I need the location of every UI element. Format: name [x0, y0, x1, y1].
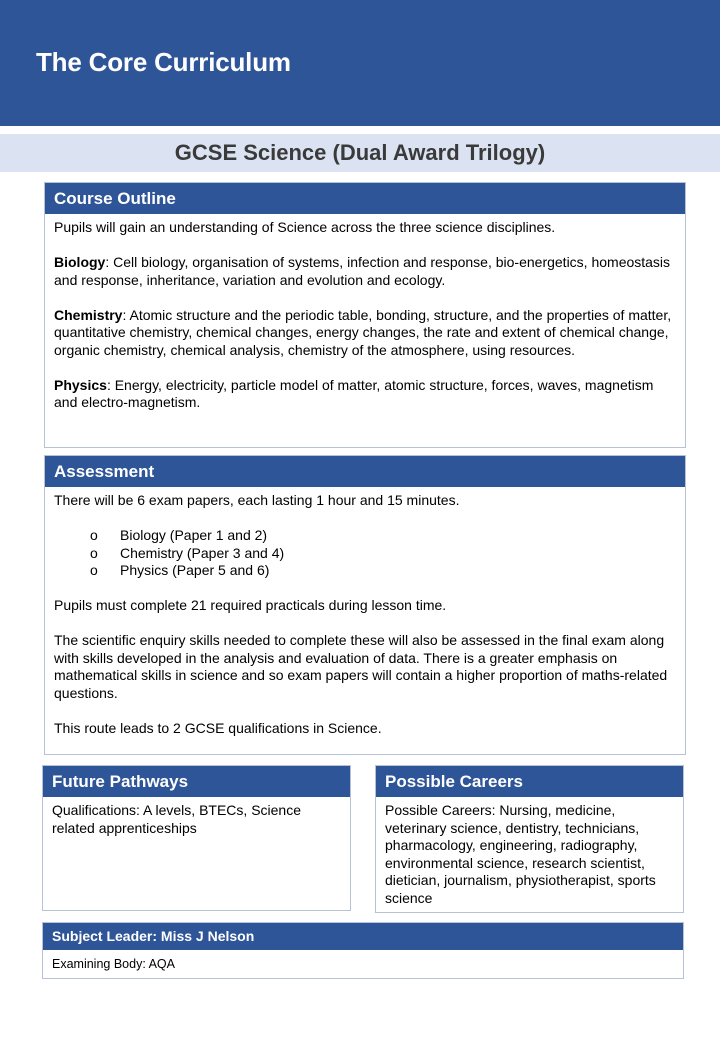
course-outline-section [44, 182, 686, 448]
practicals-text: Pupils must complete 21 required practicals during lesson time. [54, 597, 447, 613]
biology-paragraph [54, 254, 676, 289]
list-item: o Physics (Paper 5 and 6) [90, 562, 676, 580]
subject-leader-section [42, 922, 684, 979]
physics-paragraph [54, 377, 676, 412]
list-item: o Biology (Paper 1 and 2) [90, 527, 676, 545]
possible-careers-body: Possible Careers: Nursing, medicine, veterinary science, dentistry, technicians, pharmacology, engineering, radiography, environmental science, research scientist, dietician, journalism, physiotherapist, sports science [385, 802, 656, 906]
future-pathways-section [42, 765, 351, 911]
chemistry-text: : Atomic structure and the periodic table, bonding, structure, and the properties of matter, quantitative chemistry, chemical changes, energy changes, the rate and extent of chemical change, organic chemistry, chemical analysis, chemistry of the atmosphere, using resources. [54, 306, 672, 358]
header-banner [0, 0, 720, 126]
course-outline-heading: Course Outline [45, 183, 685, 214]
biology-text: : Cell biology, organisation of systems, infection and response, bio-energetics, homeostasis and response, inheritance, variation and evolution and ecology. [54, 254, 671, 288]
page-title: The Core Curriculum [36, 47, 291, 77]
assessment-heading: Assessment [45, 456, 685, 487]
exam-papers-list [54, 527, 676, 580]
examining-body: Examining Body: AQA [52, 957, 175, 971]
assessment-body [45, 487, 685, 737]
possible-careers-section [375, 765, 684, 913]
course-outline-intro: Pupils will gain an understanding of Science across the three science disciplines. [54, 219, 556, 235]
course-outline-body [45, 214, 685, 412]
assessment-intro: There will be 6 exam papers, each lasting 1 hour and 15 minutes. [54, 492, 460, 508]
chemistry-paragraph [54, 307, 676, 360]
skills-text: The scientific enquiry skills needed to complete these will also be assessed in the final exam along with skills developed in the analysis and evaluation of data. There is a greater emphasis on mathematical skills in science and so exam papers will contain a higher proportion of maths-related questions. [54, 632, 668, 701]
future-pathways-heading: Future Pathways [43, 766, 350, 797]
future-pathways-body: Qualifications: A levels, BTECs, Science related apprenticeships [52, 802, 301, 836]
route-text: This route leads to 2 GCSE qualifications in Science. [54, 719, 382, 736]
possible-careers-heading: Possible Careers [376, 766, 683, 797]
course-title: GCSE Science (Dual Award Trilogy) [174, 140, 546, 165]
physics-text: : Energy, electricity, particle model of matter, atomic structure, forces, waves, magnetism and electro-magnetism. [54, 376, 654, 410]
physics-label: Physics [54, 376, 107, 393]
chemistry-label: Chemistry [54, 306, 123, 323]
subject-leader-heading: Subject Leader: Miss J Nelson [43, 923, 683, 950]
list-item: o Chemistry (Paper 3 and 4) [90, 545, 676, 563]
assessment-section [44, 455, 686, 755]
subtitle-band [0, 134, 720, 172]
biology-label: Biology [54, 254, 106, 270]
